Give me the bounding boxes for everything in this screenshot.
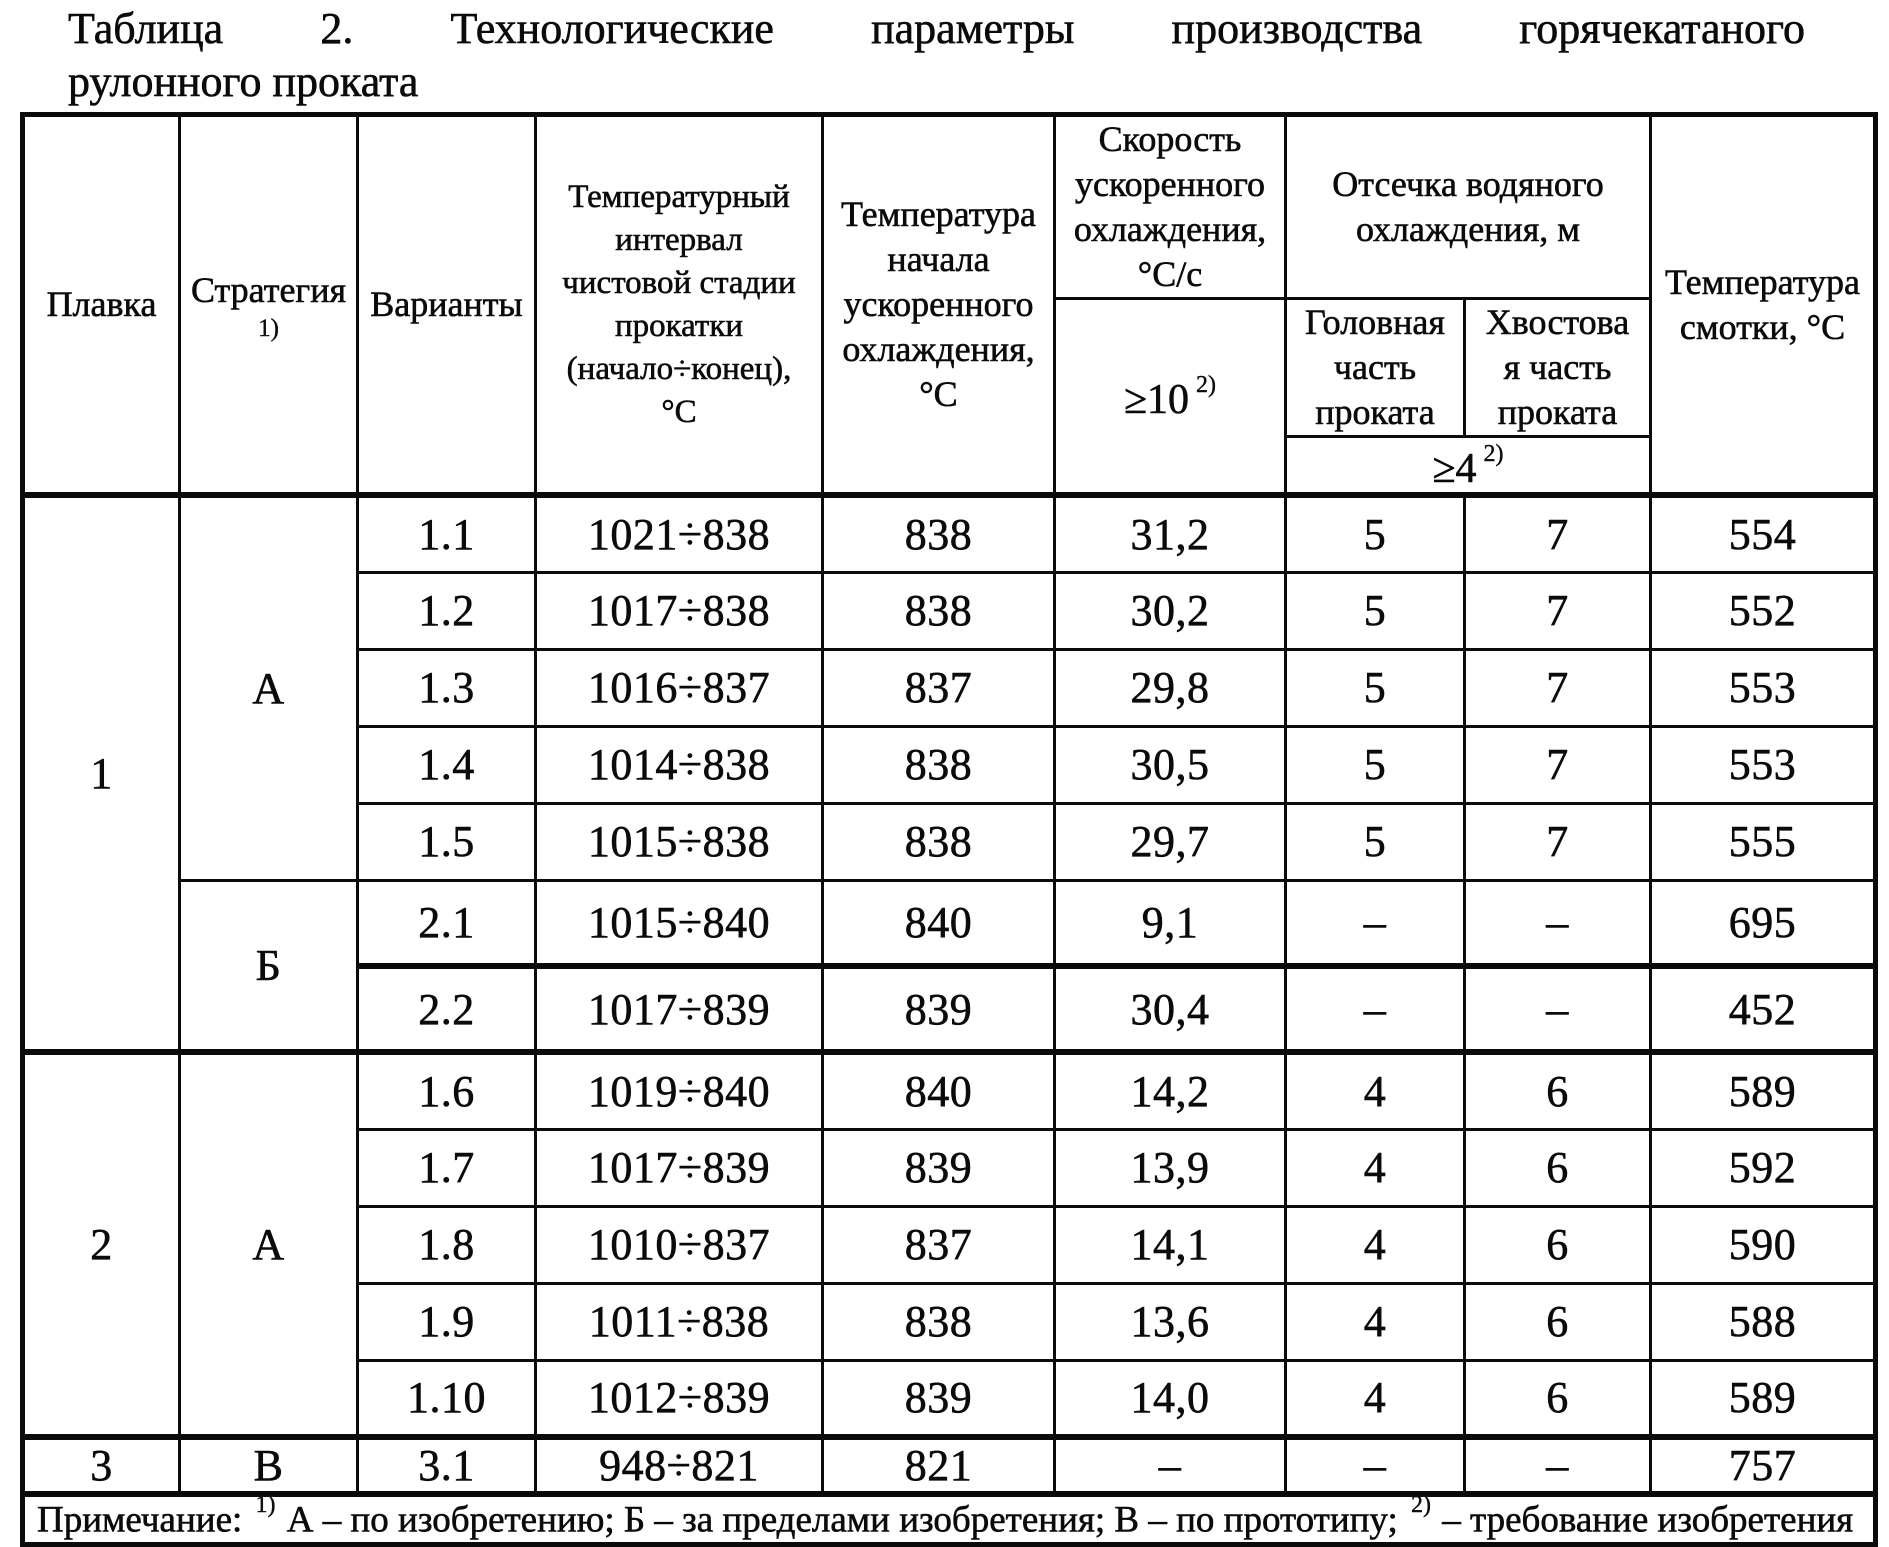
table-cell: 9,1 [1055, 880, 1286, 966]
note-row [23, 1494, 1876, 1544]
table-cell: 838 [823, 726, 1055, 803]
strategy-a-melt1: А [180, 495, 358, 880]
table-cell: 1010÷837 [536, 1206, 823, 1283]
table-cell: 838 [823, 1283, 1055, 1360]
superscript-ref: 2) [1483, 441, 1504, 467]
table-cell: 13,9 [1055, 1129, 1286, 1206]
table-cell: – [1465, 1437, 1651, 1494]
table-cell: 840 [823, 880, 1055, 966]
table-cell: 31,2 [1055, 495, 1286, 572]
table-cell: 589 [1651, 1052, 1876, 1129]
table-cell: 1017÷839 [536, 966, 823, 1052]
table-cell: 4 [1286, 1360, 1465, 1437]
table-title [68, 2, 1805, 108]
col-temp-nachala-ohlazhdeniya: Температура начала ускоренного охлаждения, °С [823, 115, 1055, 496]
melt-2: 2 [23, 1052, 180, 1437]
table-cell: 14,2 [1055, 1052, 1286, 1129]
table-cell: 2.1 [358, 880, 536, 966]
table-cell: 14,0 [1055, 1360, 1286, 1437]
table-cell: 1014÷838 [536, 726, 823, 803]
table-cell: 1.1 [358, 495, 536, 572]
table-cell: 1.8 [358, 1206, 536, 1283]
table-cell: 6 [1465, 1052, 1651, 1129]
table-cell: 4 [1286, 1283, 1465, 1360]
table-cell: 555 [1651, 803, 1876, 880]
table-cell: 837 [823, 1206, 1055, 1283]
superscript-ref: 2) [1410, 1491, 1431, 1518]
table-cell: 840 [823, 1052, 1055, 1129]
table-cell: 5 [1286, 572, 1465, 649]
col-plavka: Плавка [23, 115, 180, 496]
table-cell: – [1286, 1437, 1465, 1494]
table-cell: 2.2 [358, 966, 536, 1052]
table-cell: 3.1 [358, 1437, 536, 1494]
table-cell: 1016÷837 [536, 649, 823, 726]
table-row [23, 495, 1876, 572]
col-strategiya: Стратегия 1) [180, 115, 358, 496]
table-cell: 1.3 [358, 649, 536, 726]
col-varianty: Варианты [358, 115, 536, 496]
table-cell: 552 [1651, 572, 1876, 649]
table-cell: 30,2 [1055, 572, 1286, 649]
col-khvostovaya-chast: Хвостова я часть проката [1465, 299, 1651, 437]
table-cell: 1012÷839 [536, 1360, 823, 1437]
strategy-v-melt3: В [180, 1437, 358, 1494]
superscript-ref: 2) [1196, 372, 1217, 398]
table-cell: 5 [1286, 495, 1465, 572]
header-row [23, 115, 1876, 299]
table-cell: 5 [1286, 649, 1465, 726]
col-ge4: ≥4 $^{2)}$ [1286, 437, 1651, 496]
table-cell: 1015÷838 [536, 803, 823, 880]
table-cell: 1017÷838 [536, 572, 823, 649]
col-golovnaya-chast: Головная часть проката [1286, 299, 1465, 437]
strategy-a-melt2: А [180, 1052, 358, 1437]
table-cell: – [1286, 880, 1465, 966]
table-cell: 1019÷840 [536, 1052, 823, 1129]
table-cell: – [1465, 966, 1651, 1052]
table-cell: 1.9 [358, 1283, 536, 1360]
col-temp-interval: Температурный интервал чистовой стадии прокатки (начало÷конец), °С [536, 115, 823, 496]
table-cell: 554 [1651, 495, 1876, 572]
table-cell: – [1286, 966, 1465, 1052]
table-cell: 30,5 [1055, 726, 1286, 803]
table-cell: 588 [1651, 1283, 1876, 1360]
table-row [23, 880, 1876, 966]
table-cell: 7 [1465, 495, 1651, 572]
table-cell: 948÷821 [536, 1437, 823, 1494]
table-cell: 5 [1286, 726, 1465, 803]
table-cell: 4 [1286, 1129, 1465, 1206]
table-cell: 553 [1651, 649, 1876, 726]
table-cell: 1.6 [358, 1052, 536, 1129]
strategy-b-melt1: Б [180, 880, 358, 1052]
table-cell: 29,8 [1055, 649, 1286, 726]
table-cell: 1011÷838 [536, 1283, 823, 1360]
table-cell: 7 [1465, 803, 1651, 880]
table-cell: 553 [1651, 726, 1876, 803]
table-cell: 838 [823, 572, 1055, 649]
table-cell: 7 [1465, 572, 1651, 649]
table-cell: 590 [1651, 1206, 1876, 1283]
melt-3: 3 [23, 1437, 180, 1494]
col-otsechka: Отсечка водяного охлаждения, м [1286, 115, 1651, 299]
table-cell: 839 [823, 1129, 1055, 1206]
table-cell: – [1055, 1437, 1286, 1494]
table-cell: 14,1 [1055, 1206, 1286, 1283]
table-cell: 29,7 [1055, 803, 1286, 880]
technology-parameters-table [20, 112, 1878, 1547]
table-cell: 13,6 [1055, 1283, 1286, 1360]
table-cell: 695 [1651, 880, 1876, 966]
table-cell: 1017÷839 [536, 1129, 823, 1206]
table-cell: – [1465, 880, 1651, 966]
table-cell: 1.10 [358, 1360, 536, 1437]
melt-1: 1 [23, 495, 180, 1052]
table-cell: 1.4 [358, 726, 536, 803]
col-skorost-ohlazhdeniya: Скорость ускоренного охлаждения, °С/с [1055, 115, 1286, 299]
table-cell: 6 [1465, 1206, 1651, 1283]
table-cell: 1.7 [358, 1129, 536, 1206]
table-cell: 4 [1286, 1206, 1465, 1283]
table-cell: 6 [1465, 1360, 1651, 1437]
table-cell: 839 [823, 1360, 1055, 1437]
superscript-ref: 1) [255, 1491, 276, 1518]
table-cell: 839 [823, 966, 1055, 1052]
table-cell: 1015÷840 [536, 880, 823, 966]
table-cell: 1.2 [358, 572, 536, 649]
table-row [23, 1052, 1876, 1129]
table-title-line2: рулонного проката [68, 57, 419, 106]
table-cell: 592 [1651, 1129, 1876, 1206]
table-cell: 4 [1286, 1052, 1465, 1129]
table-cell: 589 [1651, 1360, 1876, 1437]
table-cell: 6 [1465, 1283, 1651, 1360]
table-cell: 1.5 [358, 803, 536, 880]
table-cell: 6 [1465, 1129, 1651, 1206]
superscript-ref: 1) [258, 314, 279, 342]
col-temp-smotki: Температура смотки, °С [1651, 115, 1876, 496]
table-cell: 757 [1651, 1437, 1876, 1494]
table-cell: 838 [823, 803, 1055, 880]
table-cell: 7 [1465, 649, 1651, 726]
table-cell: 1021÷838 [536, 495, 823, 572]
table-row [23, 1437, 1876, 1494]
table-cell: 452 [1651, 966, 1876, 1052]
table-cell: 7 [1465, 726, 1651, 803]
col-ge10: ≥10 $^{2)}$ [1055, 299, 1286, 496]
note-cell: Примечание: $^{1)}$ А – по изобретению; Б – за пределами изобретения; В – по прототипу; $^{2)}$ – требование изобретения [23, 1494, 1876, 1544]
table-title-line1: Таблица 2. Технологические параметры производства горячекатаного [68, 4, 1805, 53]
table-cell: 821 [823, 1437, 1055, 1494]
table-cell: 837 [823, 649, 1055, 726]
table-cell: 5 [1286, 803, 1465, 880]
table-cell: 838 [823, 495, 1055, 572]
table-cell: 30,4 [1055, 966, 1286, 1052]
